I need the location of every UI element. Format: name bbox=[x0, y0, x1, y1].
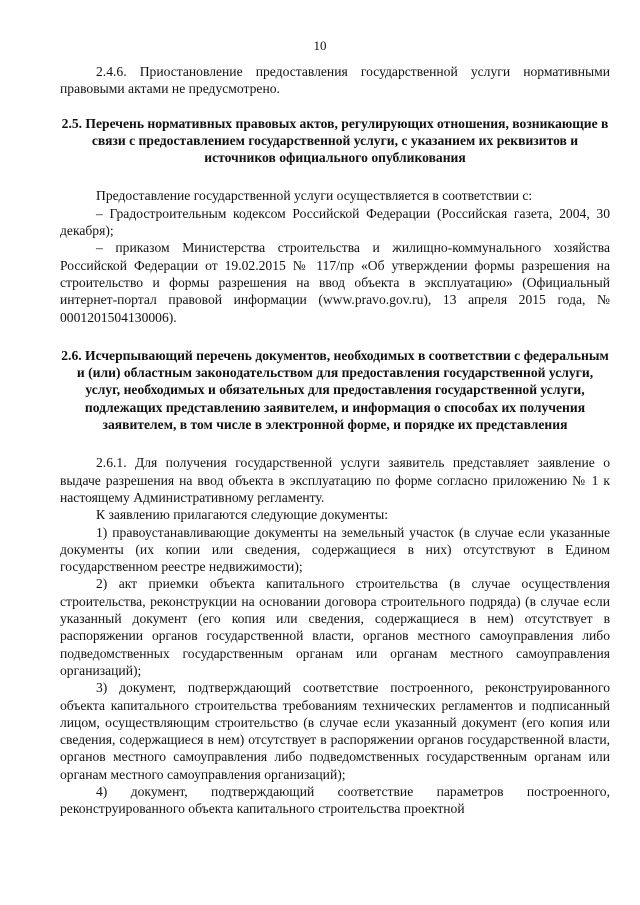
section-heading: 2.5. Перечень нормативных правовых актов, регулирующих отношения, возникающие в связи с предоставлением государственной услуги, с указанием их реквизитов и источников официального опубликования bbox=[61, 115, 609, 166]
paragraph: К заявлению прилагаются следующие документы: bbox=[96, 507, 389, 523]
document-body bbox=[60, 63, 610, 818]
paragraph: Предоставление государственной услуги осуществляется в соответствии с: bbox=[96, 188, 533, 204]
paragraph: – приказом Министерства строительства и жилищно-коммунального хозяйства Российской Федерации от 19.02.2015 № 117/пр «Об утверждении формы разрешения на строительство и формы разрешения на ввод объекта в эксплуатацию» (Официальный интернет-портал правовой информации (www.pravo.gov.ru), 13 апреля 2015 года, № 0001201504130006). bbox=[60, 240, 610, 325]
spacer bbox=[60, 326, 610, 347]
paragraph: 4) документ, подтверждающий соответствие параметров построенного, реконструированного объекта капитального строительства проектной bbox=[60, 783, 610, 817]
paragraph: 1) правоустанавливающие документы на земельный участок (в случае если указанные документы (их копии или сведения, содержащиеся в них) отсутствуют в Едином государственном реестре недвижимости); bbox=[60, 524, 610, 575]
spacer bbox=[60, 98, 610, 115]
page-number: 10 bbox=[313, 38, 327, 53]
paragraph: 2) акт приемки объекта капитального строительства (в случае осуществления строительства, реконструкции на основании договора строительного подряда) (в случае если указанный документ (его копия или сведения, содержащиеся в нем) отсутствует в распоряжении органов государственной власти, органов местного самоуправления либо подведомственных государственным органам или органам местного самоуправления организаций); bbox=[60, 576, 610, 678]
spacer bbox=[60, 433, 610, 454]
spacer bbox=[60, 166, 610, 187]
paragraph: 2.4.6. Приостановление предоставления государственной услуги нормативными правовыми актами не предусмотрено. bbox=[60, 64, 610, 97]
paragraph: – Градостроительным кодексом Российской Федерации (Российская газета, 2004, 30 декабря); bbox=[60, 205, 610, 239]
paragraph: 2.6.1. Для получения государственной услуги заявитель представляет заявление о выдаче разрешения на ввод объекта в эксплуатацию по форме согласно приложению № 1 к настоящему Административному регламенту. bbox=[60, 455, 610, 505]
paragraph: 3) документ, подтверждающий соответствие построенного, реконструированного объекта капитального строительства требованиям технических регламентов и подписанный лицом, осуществляющим строительство (в случае если указанный документ (его копия или сведения, содержащиеся в нем) отсутствует в распоряжении органов государственной власти, органов местного самоуправления либо подведомственных государственным органам или органам местного самоуправления организаций); bbox=[60, 680, 610, 782]
section-heading: 2.6. Исчерпывающий перечень документов, необходимых в соответствии с федеральным и (или) областным законодательством для предоставления государственной услуги, услуг, необходимых и обязательных для предоставления государственной услуги, подлежащих представлению заявителем, и информация о способах их получения заявителем, в том числе в электронной форме, и порядке их представления bbox=[61, 347, 609, 433]
